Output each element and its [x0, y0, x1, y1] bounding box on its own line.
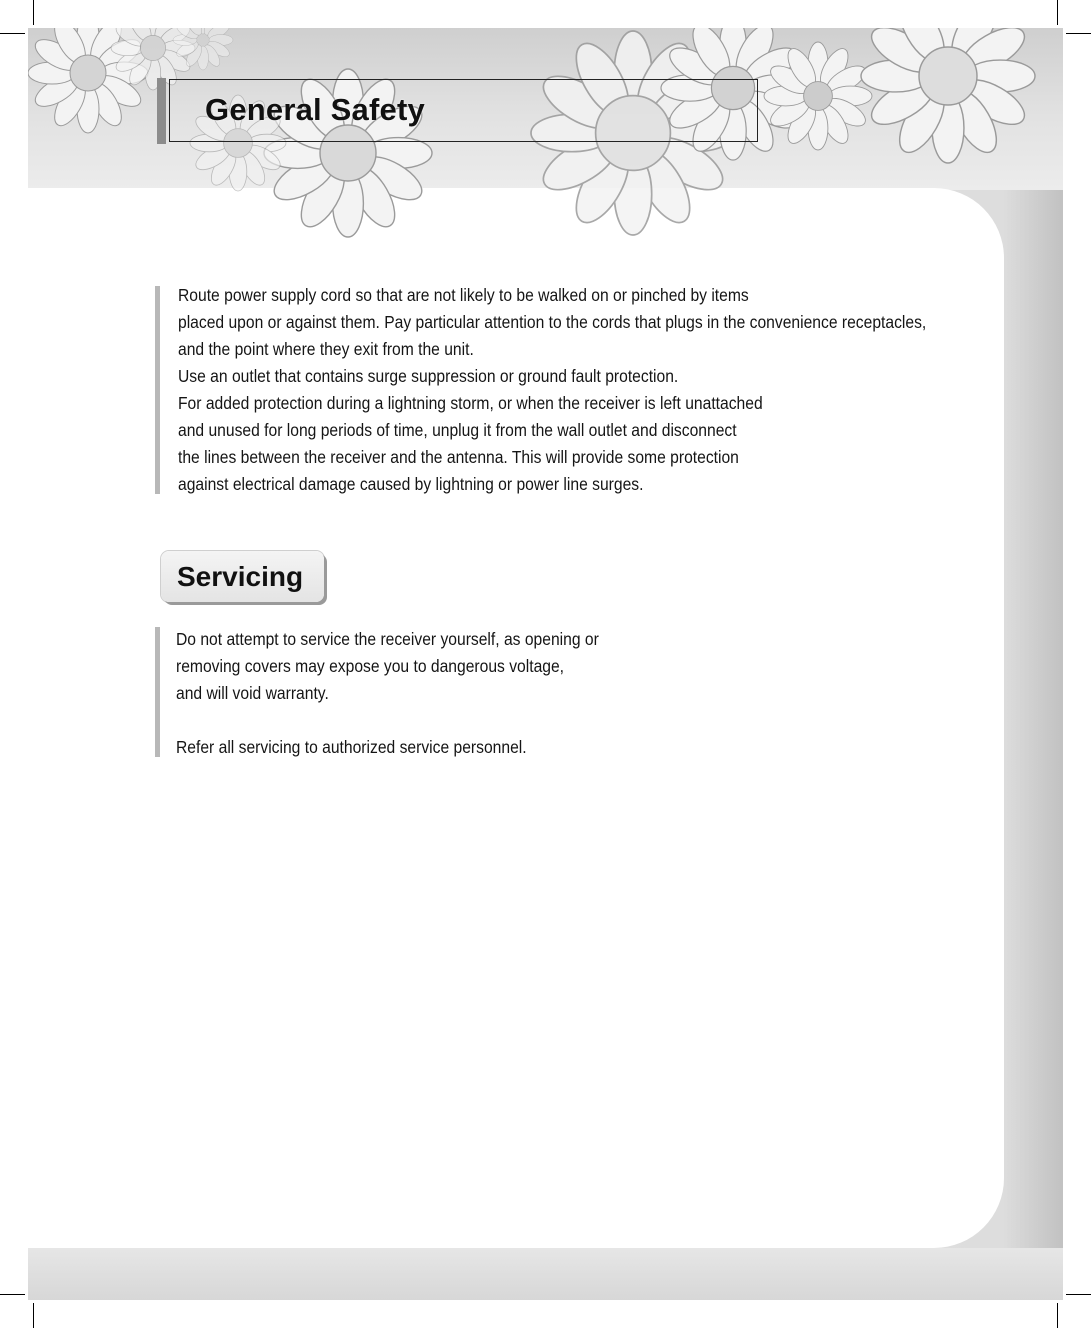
crop-mark — [0, 1294, 25, 1295]
crop-mark — [1066, 33, 1091, 34]
servicing-heading: Servicing — [177, 561, 304, 592]
paragraph-accent-bar — [155, 627, 160, 757]
title-accent-bar — [157, 78, 166, 144]
text-line: and the point where they exit from the unit. — [178, 339, 474, 359]
crop-mark — [33, 1303, 34, 1328]
text-line — [176, 707, 599, 734]
paragraph-accent-bar — [155, 286, 160, 494]
crop-mark — [33, 0, 34, 25]
general-safety-text — [178, 282, 926, 498]
text-line: Refer all servicing to authorized service personnel. — [176, 737, 527, 757]
text-line: Do not attempt to service the receiver yourself, as opening or — [176, 629, 599, 649]
text-line: placed upon or against them. Pay particular attention to the cords that plugs in the convenience receptacles, — [178, 312, 927, 332]
text-line: and unused for long periods of time, unplug it from the wall outlet and disconnect — [178, 420, 737, 440]
text-line: removing covers may expose you to dangerous voltage, — [176, 656, 565, 676]
text-line: against electrical damage caused by lightning or power line surges. — [178, 474, 644, 494]
crop-mark — [1057, 1303, 1058, 1328]
text-line: and will void warranty. — [176, 683, 329, 703]
page-title: General Safety — [205, 92, 425, 127]
text-line: the lines between the receiver and the antenna. This will provide some protection — [178, 447, 739, 467]
footer-band — [28, 1248, 1063, 1300]
text-line: Route power supply cord so that are not likely to be walked on or pinched by items — [178, 285, 749, 305]
crop-mark — [1066, 1294, 1091, 1295]
crop-mark — [0, 33, 25, 34]
text-line: Use an outlet that contains surge suppression or ground fault protection. — [178, 366, 679, 386]
crop-mark — [1057, 0, 1058, 25]
text-line: For added protection during a lightning storm, or when the receiver is left unattached — [178, 393, 763, 413]
servicing-text — [176, 626, 599, 761]
